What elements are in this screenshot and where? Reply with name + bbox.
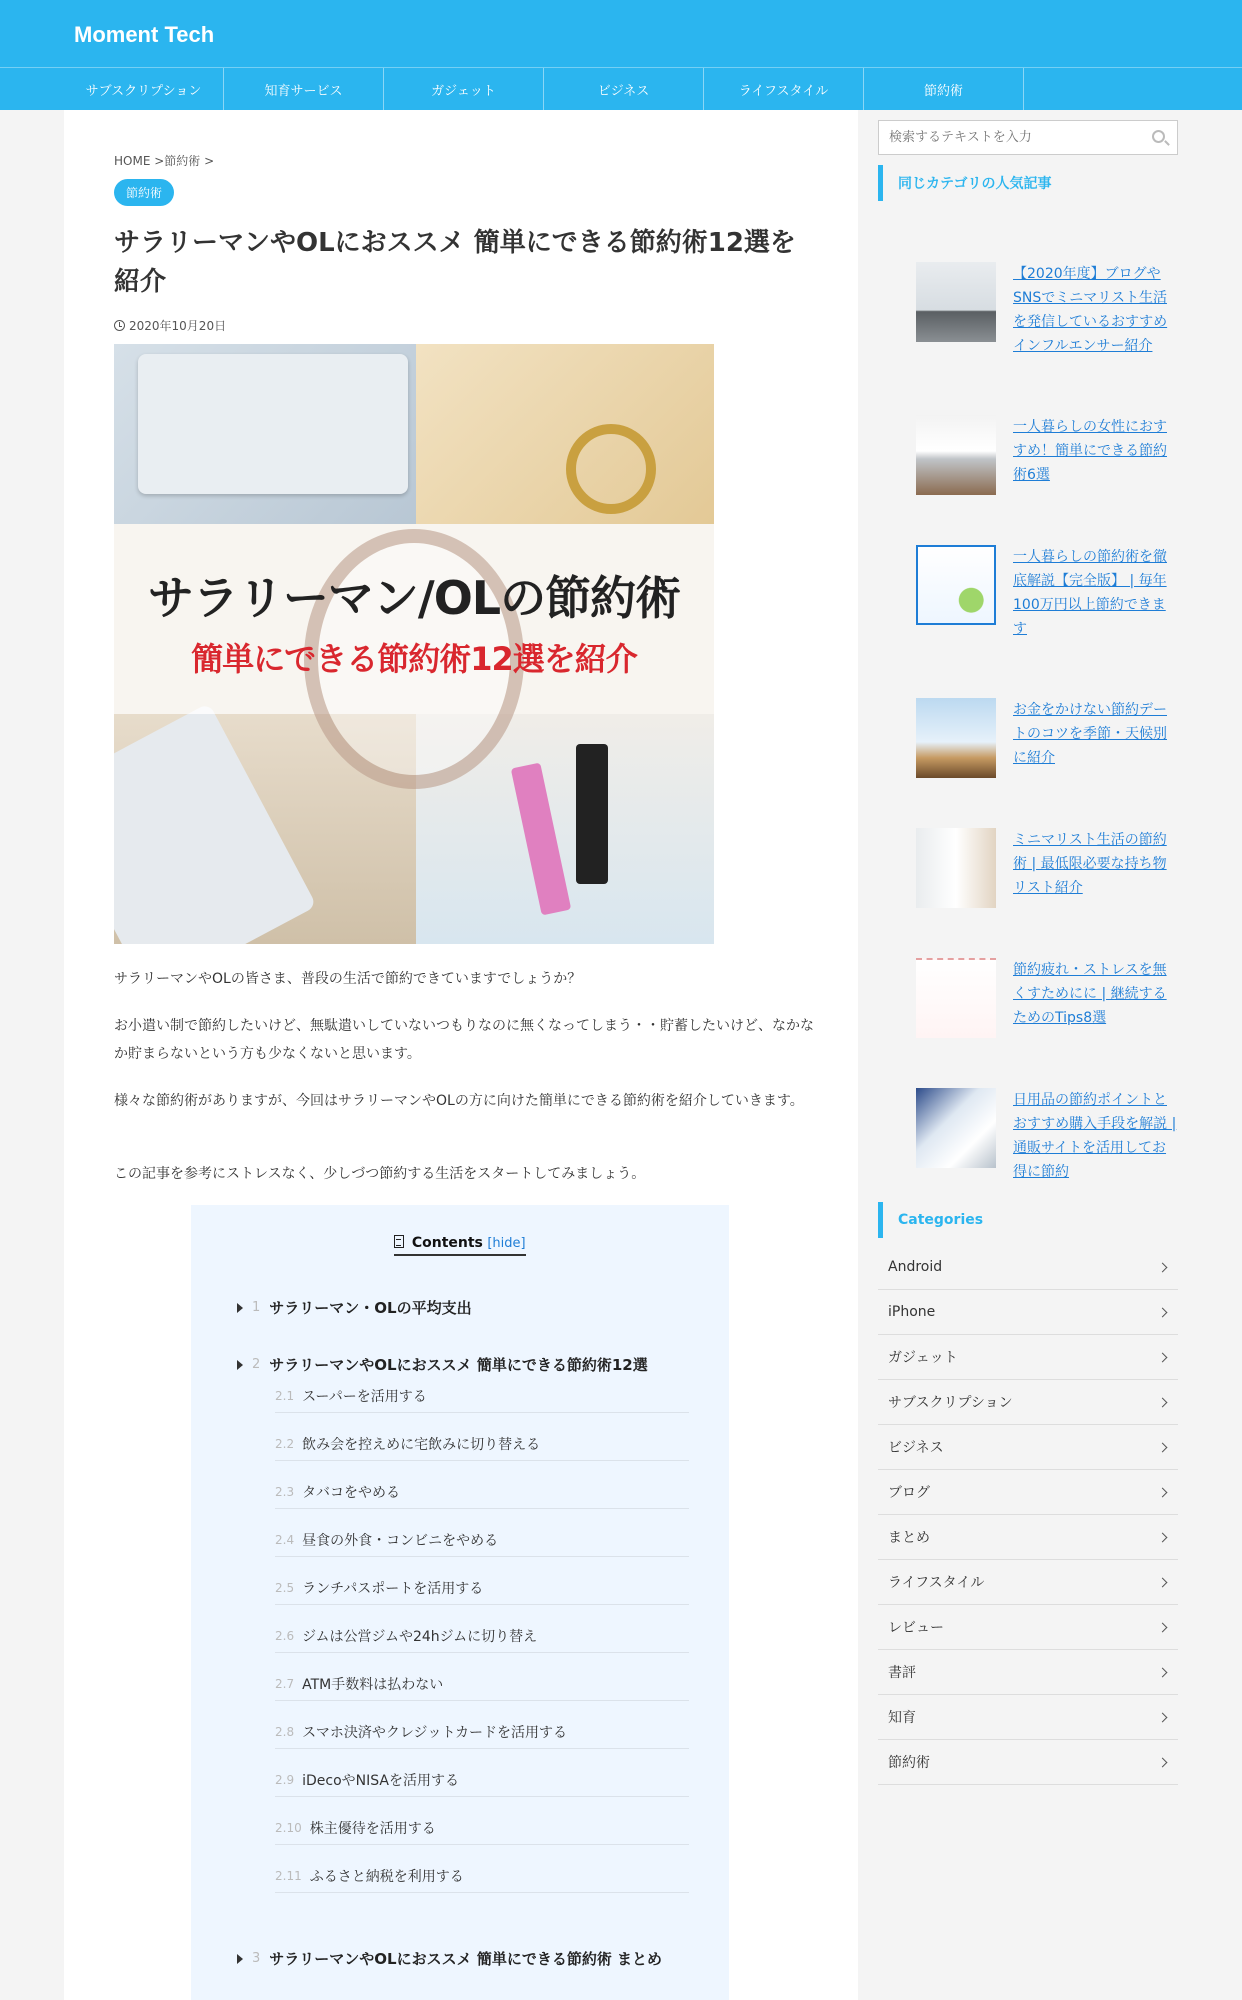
intro-paragraph-2: お小遣い制で節約したいけど、無駄遣いしていないつもりなのに無くなってしまう・・貯蓄したいけど、なかなか貯まらないという方も少なくないと思います。 (114, 1018, 814, 1062)
chevron-right-icon (1158, 1532, 1168, 1542)
nav-item-education[interactable]: 知育サービス (224, 68, 384, 110)
categories-widget-title: Categories (878, 1202, 1178, 1238)
chevron-right-icon (1158, 1622, 1168, 1632)
article-main (64, 110, 858, 2000)
site-title[interactable]: Moment Tech (74, 22, 215, 47)
toc-item-2-11[interactable]: 2.11 ふるさと納税を利用する (275, 1859, 689, 1893)
hero-keyboard-photo (114, 344, 416, 524)
hero-wallet-photo (416, 344, 714, 524)
post-date-text: 2020年10月20日 (129, 319, 227, 333)
toc-item-2-9[interactable]: 2.9 iDecoやNISAを活用する (275, 1763, 689, 1797)
toc-item-2[interactable]: 2 サラリーマンやOLにおススメ 簡単にできる節約術12選 (237, 1354, 648, 1375)
nav-item-subscription[interactable]: サブスクリプション (64, 68, 224, 110)
toc-item-2-4[interactable]: 2.4 昼食の外食・コンビニをやめる (275, 1523, 689, 1557)
chevron-right-icon (1158, 1577, 1168, 1587)
caret-right-icon (237, 1954, 243, 1964)
nav-item-gadget[interactable]: ガジェット (384, 68, 544, 110)
table-of-contents (191, 1205, 729, 2000)
nav-item-lifestyle[interactable]: ライフスタイル (704, 68, 864, 110)
category-item-education[interactable]: 知育 (878, 1695, 1178, 1740)
toc-item-2-5[interactable]: 2.5 ランチパスポートを活用する (275, 1571, 689, 1605)
category-item-summary[interactable]: まとめ (878, 1515, 1178, 1560)
category-item-subscription[interactable]: サブスクリプション (878, 1380, 1178, 1425)
search-box (878, 120, 1178, 155)
toc-item-3[interactable]: 3 サラリーマンやOLにおススメ 簡単にできる節約術 まとめ (237, 1948, 662, 1969)
category-item-book-review[interactable]: 書評 (878, 1650, 1178, 1695)
global-nav (0, 67, 1242, 110)
toc-header (191, 1235, 729, 1256)
intro-paragraph-4: この記事を参考にストレスなく、少しづつ節約する生活をスタートしてみましょう。 (114, 1166, 646, 1182)
hero-sub-text: 簡単にできる節約術12選を紹介 (191, 640, 637, 678)
chevron-right-icon (1158, 1262, 1168, 1272)
popular-widget-title: 同じカテゴリの人気記事 (878, 165, 1178, 201)
toc-item-2-3[interactable]: 2.3 タバコをやめる (275, 1475, 689, 1509)
popular-thumb-minimal (916, 828, 996, 908)
hero-image (114, 344, 714, 944)
search-input[interactable] (879, 121, 1129, 154)
category-item-iphone[interactable]: iPhone (878, 1290, 1178, 1335)
toc-title: Contents (411, 1235, 483, 1251)
page-title: サラリーマンやOLにおススメ 簡単にできる節約術12選を紹介 (114, 228, 796, 297)
document-icon (394, 1235, 404, 1248)
nav-item-saving[interactable]: 節約術 (864, 68, 1024, 110)
toc-item-2-7[interactable]: 2.7 ATM手数料は払わない (275, 1667, 689, 1701)
caret-right-icon (237, 1303, 243, 1313)
post-date (114, 317, 226, 334)
chevron-right-icon (1158, 1667, 1168, 1677)
search-icon[interactable] (1152, 130, 1165, 143)
category-item-lifestyle[interactable]: ライフスタイル (878, 1560, 1178, 1605)
toc-item-2-10[interactable]: 2.10 株主優待を活用する (275, 1811, 689, 1845)
intro-paragraph-1: サラリーマンやOLの皆さま、普段の生活で節約できていますでしょうか？ (114, 971, 582, 987)
site-header (0, 0, 1242, 67)
intro-paragraph-3: 様々な節約術がありますが、今回はサラリーマンやOLの方に向けた簡単にできる節約術を紹介していきます。 (114, 1093, 804, 1109)
toc-hide-toggle[interactable]: [hide] (487, 1236, 526, 1251)
category-item-android[interactable]: Android (878, 1245, 1178, 1290)
category-list (878, 1245, 1178, 1785)
clock-icon (114, 320, 125, 331)
popular-thumb-coins (916, 545, 996, 625)
category-item-gadget[interactable]: ガジェット (878, 1335, 1178, 1380)
chevron-right-icon (1158, 1307, 1168, 1317)
toc-item-1[interactable]: 1 サラリーマン・OLの平均支出 (237, 1297, 472, 1318)
hero-main-text: サラリーマン/OLの節約術 (147, 571, 681, 625)
chevron-right-icon (1158, 1487, 1168, 1497)
caret-right-icon (237, 1360, 243, 1370)
category-badge[interactable]: 節約術 (114, 179, 174, 206)
popular-thumb-room (916, 262, 996, 342)
chevron-right-icon (1158, 1757, 1168, 1767)
nav-item-business[interactable]: ビジネス (544, 68, 704, 110)
breadcrumb[interactable]: HOME >節約術 > (114, 154, 215, 168)
toc-item-2-2[interactable]: 2.2 飲み会を控えめに宅飲みに切り替える (275, 1427, 689, 1461)
popular-thumb-stress (916, 958, 996, 1038)
chevron-right-icon (1158, 1442, 1168, 1452)
popular-thumb-sky (916, 698, 996, 778)
toc-item-2-6[interactable]: 2.6 ジムは公営ジムや24hジムに切り替え (275, 1619, 689, 1653)
toc-item-2-1[interactable]: 2.1 スーパーを活用する (275, 1379, 689, 1413)
category-item-review[interactable]: レビュー (878, 1605, 1178, 1650)
chevron-right-icon (1158, 1397, 1168, 1407)
category-item-blog[interactable]: ブログ (878, 1470, 1178, 1515)
toc-item-2-8[interactable]: 2.8 スマホ決済やクレジットカードを活用する (275, 1715, 689, 1749)
chevron-right-icon (1158, 1712, 1168, 1722)
popular-thumb-kitchen (916, 415, 996, 495)
popular-thumb-goods (916, 1088, 996, 1168)
category-item-business[interactable]: ビジネス (878, 1425, 1178, 1470)
category-item-saving[interactable]: 節約術 (878, 1740, 1178, 1785)
chevron-right-icon (1158, 1352, 1168, 1362)
